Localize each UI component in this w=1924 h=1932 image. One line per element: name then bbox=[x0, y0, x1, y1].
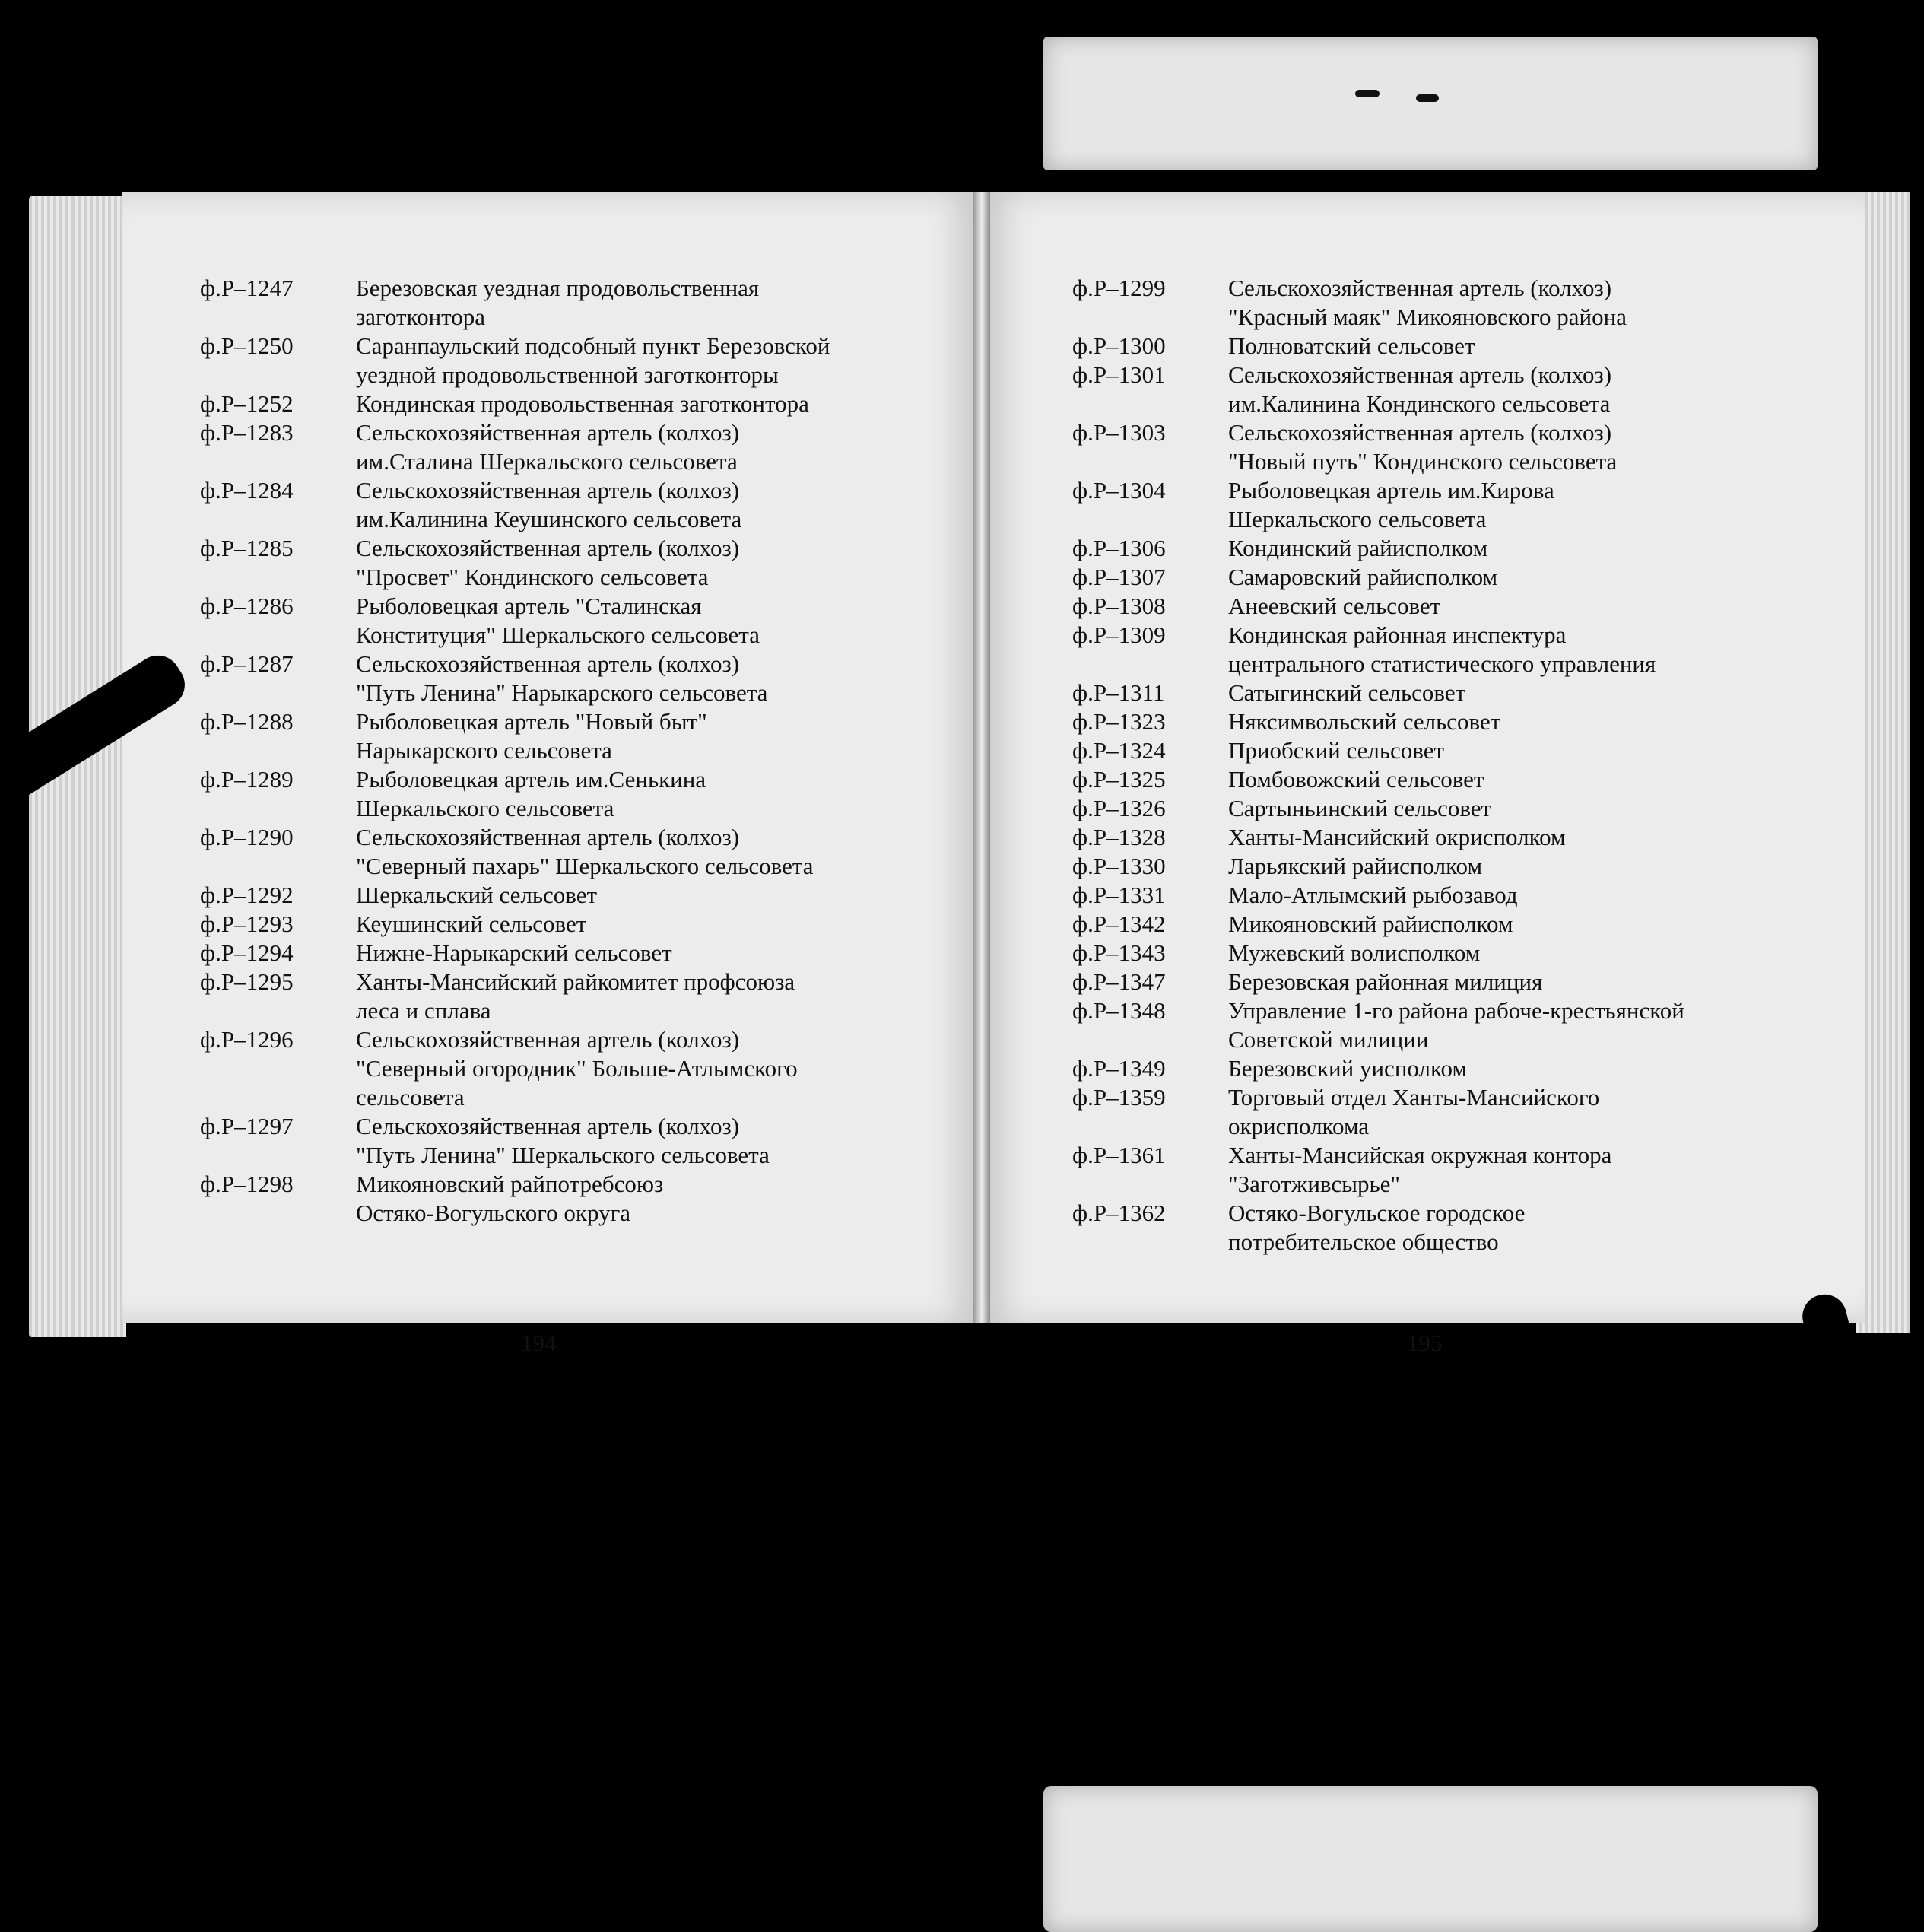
fond-name: Сельскохозяйственная артель (колхоз) "Новый путь" Кондинского сельсовета bbox=[1228, 419, 1618, 475]
fond-entry bbox=[200, 1112, 976, 1170]
fond-entry bbox=[200, 707, 976, 765]
fond-code: ф.Р–1361 bbox=[1072, 1142, 1166, 1168]
fond-name: Сатыгинский сельсовет bbox=[1228, 679, 1466, 706]
fond-name: Рыболовецкая артель им.Сенькина Шеркальского сельсовета bbox=[356, 766, 706, 821]
fond-name: Сельскохозяйственная артель (колхоз) "Северный пахарь" Шеркальского сельсовета bbox=[356, 824, 814, 879]
fond-code: ф.Р–1285 bbox=[200, 535, 294, 561]
fond-code: ф.Р–1323 bbox=[1072, 708, 1166, 735]
fond-code: ф.Р–1343 bbox=[1072, 939, 1166, 966]
fond-name: Ханты-Мансийская окружная контора "Заготживсырье" bbox=[1228, 1142, 1612, 1197]
fond-entry bbox=[200, 968, 976, 1025]
fond-code: ф.Р–1297 bbox=[200, 1113, 294, 1139]
fond-entry bbox=[200, 939, 976, 968]
fond-entry bbox=[1072, 939, 1856, 968]
fond-code: ф.Р–1324 bbox=[1072, 737, 1166, 764]
foam-support-bottom bbox=[1043, 1786, 1818, 1932]
fond-entry bbox=[200, 274, 976, 332]
fond-code: ф.Р–1283 bbox=[200, 419, 294, 446]
fond-code: ф.Р–1311 bbox=[1072, 679, 1165, 706]
fond-entry bbox=[1072, 881, 1856, 910]
fond-code: ф.Р–1328 bbox=[1072, 824, 1166, 850]
fond-name: Сельскохозяйственная артель (колхоз) "Путь Ленина" Нарыкарского сельсовета bbox=[356, 650, 768, 706]
fond-code: ф.Р–1362 bbox=[1072, 1200, 1166, 1226]
fond-code: ф.Р–1330 bbox=[1072, 853, 1166, 879]
fond-entry bbox=[1072, 621, 1856, 678]
fond-entry bbox=[1072, 794, 1856, 823]
fond-code: ф.Р–1304 bbox=[1072, 477, 1166, 504]
fond-name: Шеркальский сельсовет bbox=[356, 882, 598, 908]
fond-code: ф.Р–1288 bbox=[200, 708, 294, 735]
fond-code: ф.Р–1349 bbox=[1072, 1055, 1166, 1082]
fond-name: Полноватский сельсовет bbox=[1228, 332, 1475, 359]
fond-entry bbox=[1072, 968, 1856, 996]
fond-entry bbox=[1072, 823, 1856, 852]
fond-entry bbox=[200, 1170, 976, 1228]
fond-code: ф.Р–1298 bbox=[200, 1171, 294, 1197]
fond-entry bbox=[200, 881, 976, 910]
fond-entry bbox=[200, 389, 976, 418]
fond-code: ф.Р–1287 bbox=[200, 650, 294, 677]
fond-code: ф.Р–1348 bbox=[1072, 997, 1166, 1024]
fond-entry bbox=[1072, 765, 1856, 794]
fond-entry bbox=[1072, 910, 1856, 939]
fond-name: Березовская уездная продовольственная заготконтора bbox=[356, 275, 760, 330]
fond-name: Саранпаульский подсобный пункт Березовской уездной продовольственной заготконторы bbox=[356, 332, 830, 388]
fond-entry bbox=[200, 332, 976, 389]
fond-entry bbox=[1072, 274, 1856, 332]
fond-code: ф.Р–1300 bbox=[1072, 332, 1166, 359]
fond-name: Ханты-Мансийский райкомитет профсоюза леса и сплава bbox=[356, 968, 795, 1024]
fond-code: ф.Р–1307 bbox=[1072, 564, 1166, 590]
fond-entry bbox=[1072, 678, 1856, 707]
fond-code: ф.Р–1289 bbox=[200, 766, 294, 793]
fond-name: Березовская районная милиция bbox=[1228, 968, 1543, 995]
fond-name: Мало-Атлымский рыбозавод bbox=[1228, 882, 1518, 908]
fond-entry bbox=[200, 1025, 976, 1112]
fond-entry bbox=[1072, 1083, 1856, 1141]
fond-name: Остяко-Вогульское городское потребительское общество bbox=[1228, 1200, 1526, 1255]
fond-code: ф.Р–1347 bbox=[1072, 968, 1166, 995]
fond-entry bbox=[200, 650, 976, 707]
right-page-entries bbox=[1072, 274, 1856, 1257]
fond-entry bbox=[1072, 476, 1856, 534]
fond-code: ф.Р–1247 bbox=[200, 275, 294, 301]
fond-entry bbox=[200, 765, 976, 823]
fond-code: ф.Р–1309 bbox=[1072, 621, 1166, 648]
fond-name: Анеевский сельсовет bbox=[1228, 593, 1441, 619]
fond-code: ф.Р–1306 bbox=[1072, 535, 1166, 561]
fond-code: ф.Р–1284 bbox=[200, 477, 294, 504]
fond-name: Мужевский волисполком bbox=[1228, 939, 1481, 966]
foam-support-top bbox=[1043, 37, 1818, 170]
fond-name: Кеушинский сельсовет bbox=[356, 910, 587, 937]
fond-code: ф.Р–1299 bbox=[1072, 275, 1166, 301]
fond-code: ф.Р–1250 bbox=[200, 332, 294, 359]
fond-name: Рыболовецкая артель "Сталинская Конституция" Шеркальского сельсовета bbox=[356, 593, 760, 648]
fond-entry bbox=[1072, 534, 1856, 563]
fond-name: Рыболовецкая артель "Новый быт" Нарыкарского сельсовета bbox=[356, 708, 707, 764]
fond-entry bbox=[200, 592, 976, 650]
fond-entry bbox=[1072, 736, 1856, 765]
fond-name: Микояновский райпотребсоюз Остяко-Вогульского округа bbox=[356, 1171, 664, 1226]
fond-code: ф.Р–1359 bbox=[1072, 1084, 1166, 1111]
fond-entry bbox=[1072, 996, 1856, 1054]
fond-code: ф.Р–1290 bbox=[200, 824, 294, 850]
fond-name: Сельскохозяйственная артель (колхоз) "Просвет" Кондинского сельсовета bbox=[356, 535, 740, 590]
left-page-entries bbox=[200, 274, 976, 1228]
fond-code: ф.Р–1326 bbox=[1072, 795, 1166, 821]
fond-code: ф.Р–1295 bbox=[200, 968, 294, 995]
fond-code: ф.Р–1294 bbox=[200, 939, 294, 966]
fond-code: ф.Р–1293 bbox=[200, 910, 294, 937]
foam-notch bbox=[1355, 90, 1380, 97]
fond-code: ф.Р–1303 bbox=[1072, 419, 1166, 446]
fond-name: Самаровский райисполком bbox=[1228, 564, 1498, 590]
fond-name: Кондинская продовольственная заготконтора bbox=[356, 390, 809, 417]
fond-code: ф.Р–1325 bbox=[1072, 766, 1166, 793]
fond-code: ф.Р–1292 bbox=[200, 882, 294, 908]
fond-name: Сельскохозяйственная артель (колхоз) "Северный огородник" Больше-Атлымского сельсовета bbox=[356, 1026, 798, 1111]
fond-code: ф.Р–1342 bbox=[1072, 910, 1166, 937]
fond-name: Сельскохозяйственная артель (колхоз) им.Сталина Шеркальского сельсовета bbox=[356, 419, 740, 475]
fond-entry bbox=[1072, 1199, 1856, 1257]
fond-name: Ларьякский райисполком bbox=[1228, 853, 1483, 879]
fond-name: Нижне-Нарыкарский сельсовет bbox=[356, 939, 672, 966]
foam-notch bbox=[1416, 94, 1439, 102]
page-number-left: 194 bbox=[521, 1330, 557, 1356]
fond-entry bbox=[1072, 332, 1856, 361]
page-number-right: 195 bbox=[1407, 1330, 1443, 1356]
fond-code: ф.Р–1308 bbox=[1072, 593, 1166, 619]
fond-entry bbox=[200, 823, 976, 881]
fond-entry bbox=[1072, 852, 1856, 881]
fond-name: Кондинская районная инспектура центрального статистического управления bbox=[1228, 621, 1656, 677]
fond-entry bbox=[1072, 1141, 1856, 1199]
fond-entry bbox=[200, 534, 976, 592]
fond-name: Сельскохозяйственная артель (колхоз) "Красный маяк" Микояновского района bbox=[1228, 275, 1627, 330]
fond-name: Няксимвольский сельсовет bbox=[1228, 708, 1501, 735]
fond-name: Управление 1-го района рабоче-крестьянской Советской милиции bbox=[1228, 997, 1684, 1053]
fond-code: ф.Р–1331 bbox=[1072, 882, 1166, 908]
fond-name: Рыболовецкая артель им.Кирова Шеркальского сельсовета bbox=[1228, 477, 1554, 532]
fond-name: Приобский сельсовет bbox=[1228, 737, 1445, 764]
fond-entry bbox=[1072, 707, 1856, 736]
fond-name: Торговый отдел Ханты-Мансийского окрисполкома bbox=[1228, 1084, 1600, 1139]
fond-entry bbox=[1072, 1054, 1856, 1083]
fond-entry bbox=[1072, 418, 1856, 476]
fond-code: ф.Р–1301 bbox=[1072, 361, 1166, 388]
fond-code: ф.Р–1296 bbox=[200, 1026, 294, 1053]
fond-entry bbox=[1072, 361, 1856, 418]
fond-name: Микояновский райисполком bbox=[1228, 910, 1513, 937]
fond-entry bbox=[1072, 592, 1856, 621]
fond-entry bbox=[1072, 563, 1856, 592]
fond-name: Березовский уисполком bbox=[1228, 1055, 1467, 1082]
fond-entry bbox=[200, 476, 976, 534]
book-gutter bbox=[973, 192, 990, 1323]
fond-name: Кондинский райисполком bbox=[1228, 535, 1488, 561]
fond-name: Сельскохозяйственная артель (колхоз) им.Калинина Кондинского сельсовета bbox=[1228, 361, 1612, 417]
fond-entry bbox=[200, 418, 976, 476]
fond-name: Сартыньинский сельсовет bbox=[1228, 795, 1492, 821]
fond-name: Помбовожский сельсовет bbox=[1228, 766, 1484, 793]
fond-name: Ханты-Мансийский окрисполком bbox=[1228, 824, 1566, 850]
fond-name: Сельскохозяйственная артель (колхоз) "Путь Ленина" Шеркальского сельсовета bbox=[356, 1113, 770, 1168]
fond-entry bbox=[200, 910, 976, 939]
fond-name: Сельскохозяйственная артель (колхоз) им.Калинина Кеушинского сельсовета bbox=[356, 477, 742, 532]
fond-code: ф.Р–1252 bbox=[200, 390, 294, 417]
fond-code: ф.Р–1286 bbox=[200, 593, 294, 619]
